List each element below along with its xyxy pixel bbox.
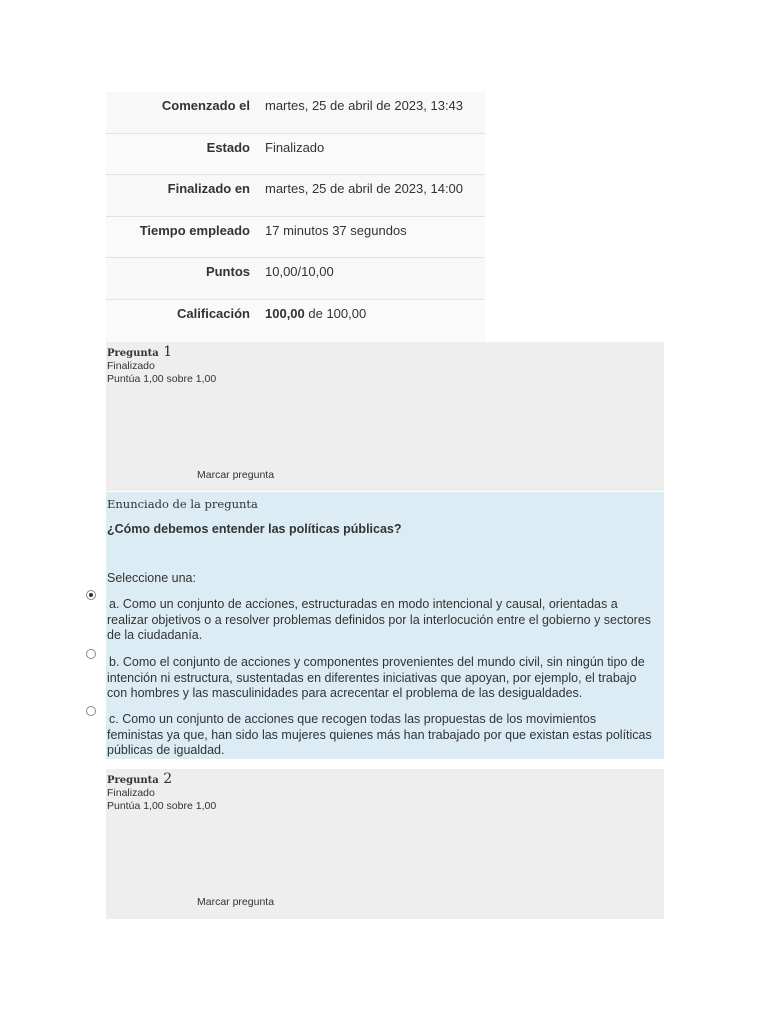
summary-label: Comenzado el [161, 98, 250, 113]
question-1-info [106, 342, 664, 491]
summary-row-points [106, 258, 485, 300]
question-label: Pregunta [107, 775, 159, 786]
answer-option-b[interactable]: b. Como el conjunto de acciones y componentes provenientes del mundo civil, sin ningún tipo de intención ni estructura, sustentadas en diferentes iniciativas que apoyan, por ejemplo, el trabajo con hombres y las masculinidades para acrecentar el problema de las desigualdades. [107, 655, 645, 701]
statement-header: Enunciado de la pregunta [107, 497, 258, 511]
question-score: Puntúa 1,00 sobre 1,00 [107, 800, 217, 812]
question-state: Finalizado [107, 787, 155, 799]
radio-option-b[interactable] [86, 649, 96, 659]
summary-row-started [106, 92, 485, 134]
question-state: Finalizado [107, 360, 155, 372]
flag-question-link[interactable]: Marcar pregunta [197, 469, 275, 481]
flag-question-link[interactable]: Marcar pregunta [197, 896, 275, 908]
summary-row-grade [106, 300, 485, 342]
summary-label: Tiempo empleado [139, 222, 250, 238]
answer-option-a[interactable]: a. Como un conjunto de acciones, estructuradas en modo intencional y causal, orientadas a realizar objetivos o a resolver problemas definidos por la interlocución entre el gobierno y sectores de la ciudadanía. [107, 597, 652, 643]
summary-row-finished [106, 175, 485, 217]
grade-max: de 100,00 [304, 305, 367, 321]
summary-label: Estado [206, 139, 250, 155]
quiz-summary-table [106, 92, 485, 342]
summary-value: 17 minutos 37 segundos [265, 222, 407, 238]
question-2-info [106, 769, 664, 919]
summary-value [256, 300, 485, 342]
summary-value: 10,00/10,00 [265, 264, 334, 280]
answer-prompt: Seleccione una: [107, 571, 196, 585]
question-1-content [106, 492, 664, 759]
summary-label: Calificación [177, 305, 250, 321]
summary-row-state [106, 134, 485, 176]
question-title [107, 771, 664, 787]
question-number: 1 [163, 344, 173, 360]
question-text: ¿Cómo debemos entender las políticas públicas? [107, 522, 402, 536]
question-score: Puntúa 1,00 sobre 1,00 [107, 373, 217, 385]
question-label: Pregunta [107, 348, 159, 359]
summary-label: Finalizado en [167, 181, 250, 197]
question-title [107, 344, 664, 360]
radio-option-c[interactable] [86, 706, 96, 716]
summary-value: martes, 25 de abril de 2023, 14:00 [265, 181, 464, 197]
answer-option-c[interactable]: c. Como un conjunto de acciones que recogen todas las propuestas de los movimientos feministas ya que, han sido las mujeres quienes más han trabajado por que existan estas políticas públicas de igualdad. [107, 712, 652, 758]
summary-value: Finalizado [265, 139, 325, 155]
summary-row-time-taken [106, 217, 485, 259]
grade-value: 100,00 [265, 305, 305, 321]
summary-label: Puntos [205, 264, 250, 280]
summary-value: martes, 25 de abril de 2023, 13:43 [265, 98, 464, 113]
radio-option-a[interactable] [86, 590, 96, 600]
question-number: 2 [163, 771, 173, 787]
